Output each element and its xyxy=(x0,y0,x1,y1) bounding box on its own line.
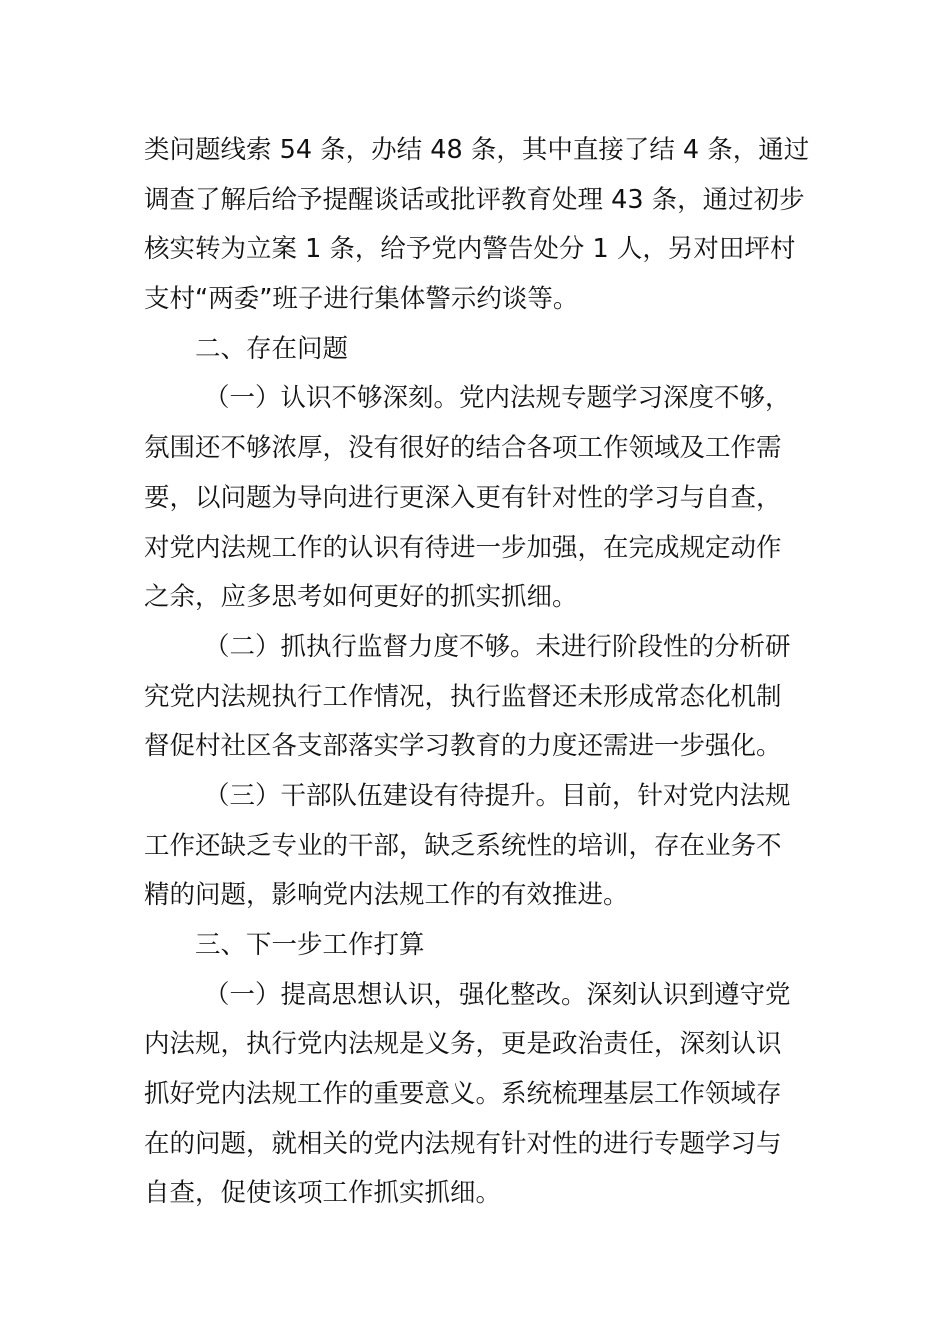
paragraph-line: 调查了解后给予提醒谈话或批评教育处理 43 条，通过初步 xyxy=(144,184,805,215)
paragraph-line: 要，以问题为导向进行更深入更有针对性的学习与自查， xyxy=(144,482,782,513)
paragraph-line: 支村“两委”班子进行集体警示约谈等。 xyxy=(144,284,579,315)
paragraph-line: （二）抓执行监督力度不够。未进行阶段性的分析研 xyxy=(204,631,791,662)
paragraph-line: （三）干部队伍建设有待提升。目前，针对党内法规 xyxy=(204,780,791,811)
paragraph-line: 氛围还不够浓厚，没有很好的结合各项工作领域及工作需 xyxy=(144,433,782,464)
paragraph-line: 精的问题，影响党内法规工作的有效推进。 xyxy=(144,880,629,911)
paragraph-line: 内法规，执行党内法规是义务，更是政治责任，深刻认识 xyxy=(144,1029,782,1060)
paragraph-line: 自查，促使该项工作抓实抓细。 xyxy=(144,1178,502,1209)
paragraph-line: 类问题线索 54 条，办结 48 条，其中直接了结 4 条，通过 xyxy=(144,135,810,165)
paragraph-line: 对党内法规工作的认识有待进一步加强，在完成规定动作 xyxy=(144,532,782,563)
paragraph-line: 在的问题，就相关的党内法规有针对性的进行专题学习与 xyxy=(144,1128,782,1159)
paragraph-line: 究党内法规执行工作情况，执行监督还未形成常态化机制 xyxy=(144,681,782,712)
paragraph-line: 之余，应多思考如何更好的抓实抓细。 xyxy=(144,582,578,613)
section-heading-next-steps: 三、下一步工作打算 xyxy=(195,930,425,960)
paragraph-line: 工作还缺乏专业的干部，缺乏系统性的培训，存在业务不 xyxy=(144,830,782,861)
document-body xyxy=(144,126,808,1219)
paragraph-line: 抓好党内法规工作的重要意义。系统梳理基层工作领域存 xyxy=(144,1079,782,1110)
paragraph-line: （一）提高思想认识，强化整改。深刻认识到遵守党 xyxy=(204,979,791,1010)
section-heading-issues: 二、存在问题 xyxy=(195,333,349,364)
paragraph-line: （一）认识不够深刻。党内法规专题学习深度不够， xyxy=(204,383,791,414)
paragraph-line: 核实转为立案 1 条，给予党内警告处分 1 人，另对田坪村 xyxy=(144,234,796,265)
paragraph-line: 督促村社区各支部落实学习教育的力度还需进一步强化。 xyxy=(144,731,782,762)
